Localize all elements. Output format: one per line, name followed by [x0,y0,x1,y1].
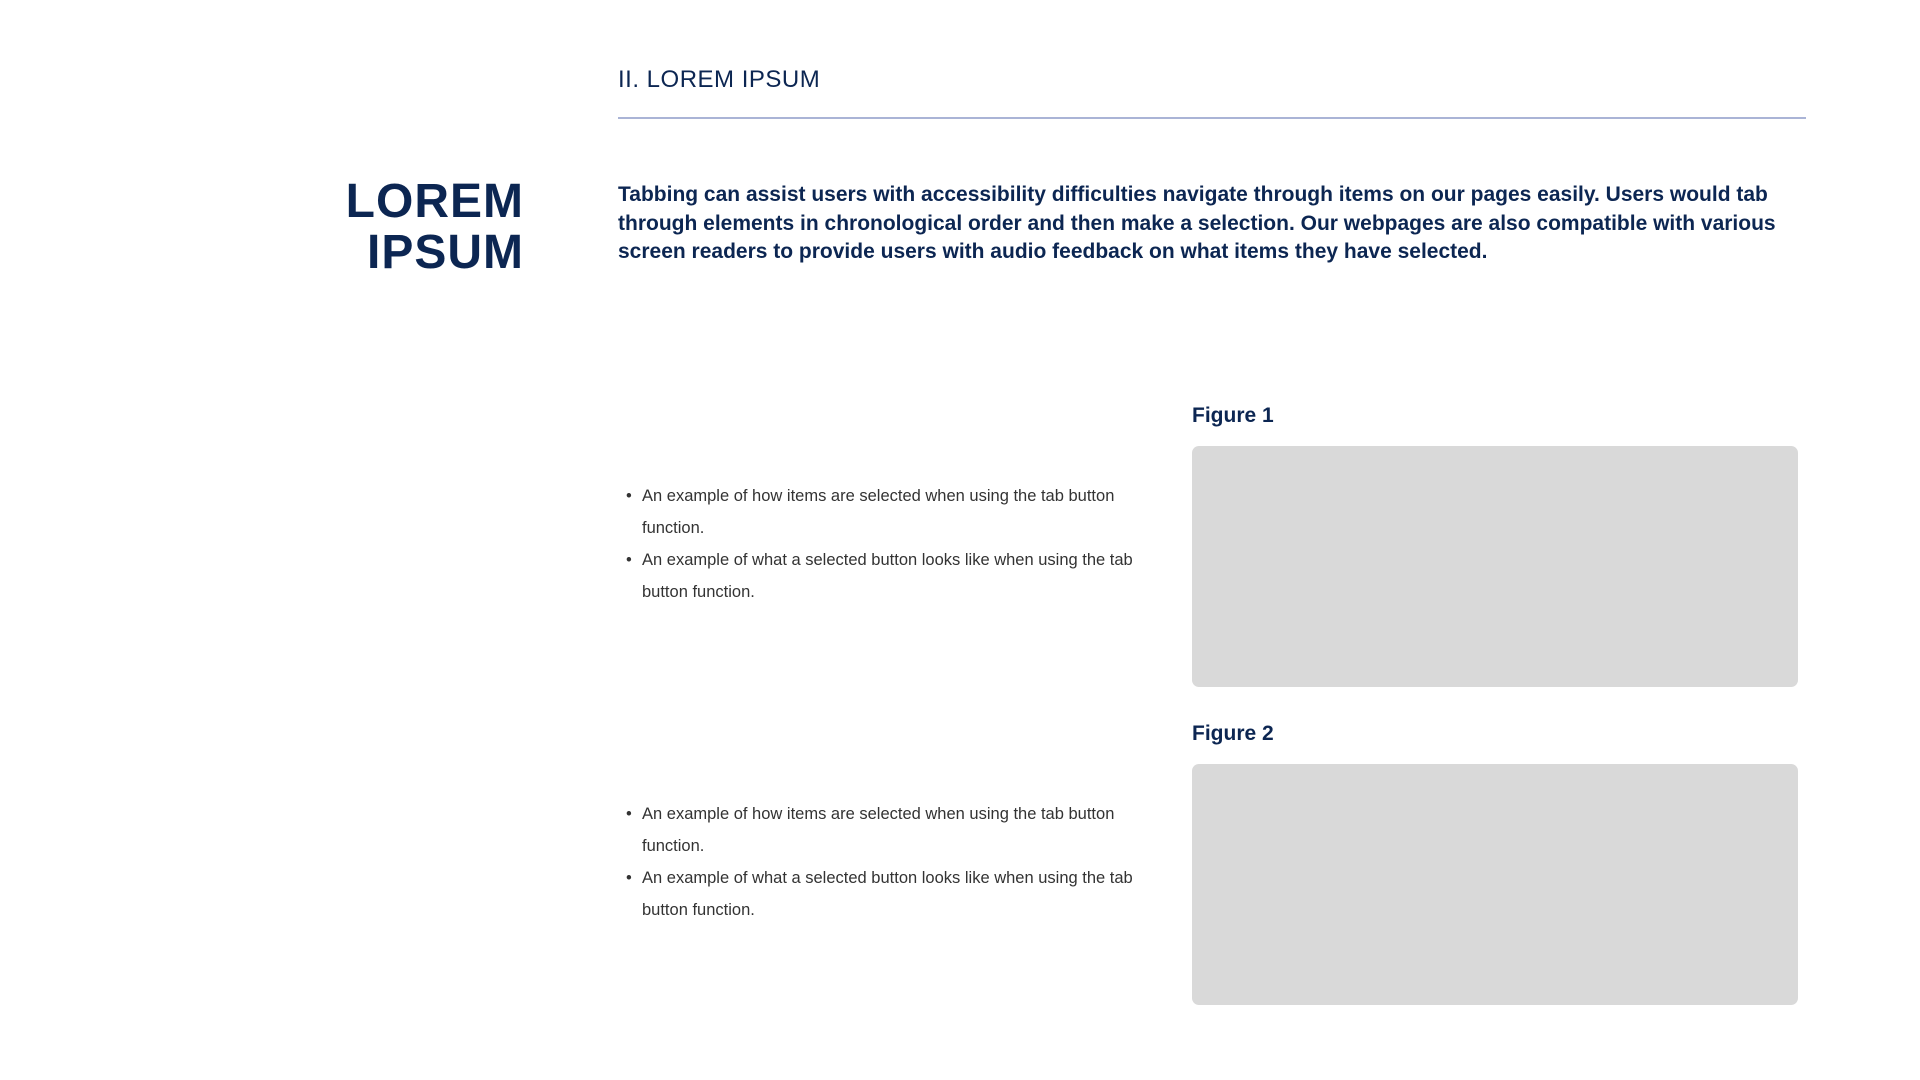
side-title-line-2: IPSUM [366,226,524,279]
bullet-item: • An example of how items are selected when using the tab button function. [642,798,1152,862]
figure-2-bullet-list [618,798,1152,926]
intro-paragraph: Tabbing can assist users with accessibility difficulties navigate through items on our pages easily. Users would tab through elements in chronological order and then make a selection. Our webpages are also compatible with various screen readers to provide users with audio feedback on what items they have selected. [618,183,1776,263]
section-divider [618,117,1806,119]
figure-2-label: Figure 2 [1192,722,1274,745]
figure-2-image-placeholder [1192,764,1798,1005]
figure-1-image-placeholder [1192,446,1798,687]
section-heading: II. LOREM IPSUM [618,66,821,93]
figure-1-bullet-list [618,480,1152,608]
bullet-item: • An example of what a selected button looks like when using the tab button function. [642,544,1152,608]
side-title-line-1: LOREM [345,175,524,228]
side-title [346,176,524,278]
bullet-item: • An example of what a selected button looks like when using the tab button function. [642,862,1152,926]
figure-1-label: Figure 1 [1192,404,1274,427]
bullet-item: • An example of how items are selected when using the tab button function. [642,480,1152,544]
